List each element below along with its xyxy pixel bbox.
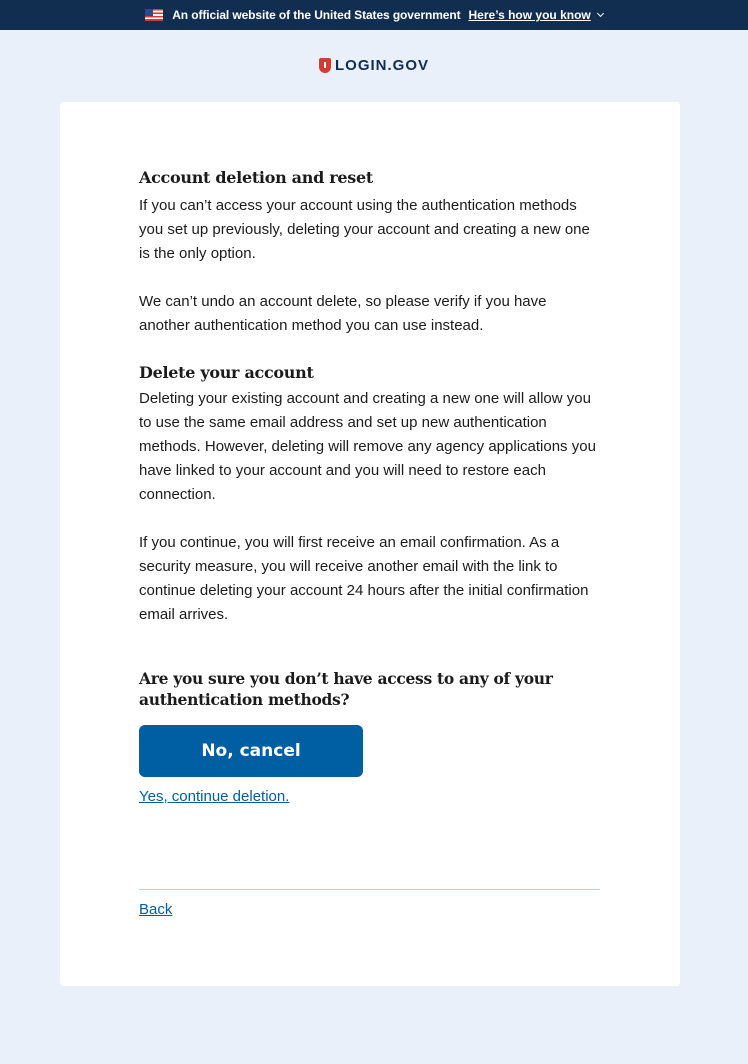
banner-text: An official website of the United States government: [172, 8, 461, 22]
delete-paragraph-1: Deleting your existing account and creating a new one will allow you to use the same email address and set up new authentication methods. However, deleting will remove any agency applications you have linked to your account and you will need to restore each connection.: [139, 390, 596, 503]
continue-deletion-link[interactable]: Yes, continue deletion.: [139, 788, 290, 805]
gov-banner: [0, 0, 748, 30]
confirm-question-heading: Are you sure you don’t have access to any of your authentication methods?: [139, 669, 553, 709]
divider: [139, 889, 600, 890]
main-card: [60, 102, 680, 986]
back-link[interactable]: Back: [139, 901, 173, 918]
delete-paragraph-2: If you continue, you will first receive an email confirmation. As a security measure, you will receive another email with the link to continue deleting your account 24 hours after the initial confirmation email arrives.: [139, 534, 589, 623]
heres-how-you-know-link[interactable]: [469, 8, 603, 22]
reset-paragraph-1: If you can’t access your account using the authentication methods you set up previously, deleting your account and creating a new one is the only option.: [139, 197, 590, 262]
chevron-down-icon: [597, 10, 604, 17]
us-flag-icon: [145, 9, 163, 21]
account-deletion-heading: Account deletion and reset: [139, 168, 373, 187]
login-gov-logo[interactable]: [0, 57, 748, 74]
no-cancel-button[interactable]: No, cancel: [139, 725, 363, 777]
banner-link-label: Here’s how you know: [468, 8, 591, 22]
logo-text: LOGIN.GOV: [334, 57, 429, 74]
delete-account-heading: Delete your account: [139, 363, 314, 382]
reset-paragraph-2: We can’t undo an account delete, so please verify if you have another authentication method you can use instead.: [139, 293, 547, 334]
shield-icon: [319, 58, 331, 73]
